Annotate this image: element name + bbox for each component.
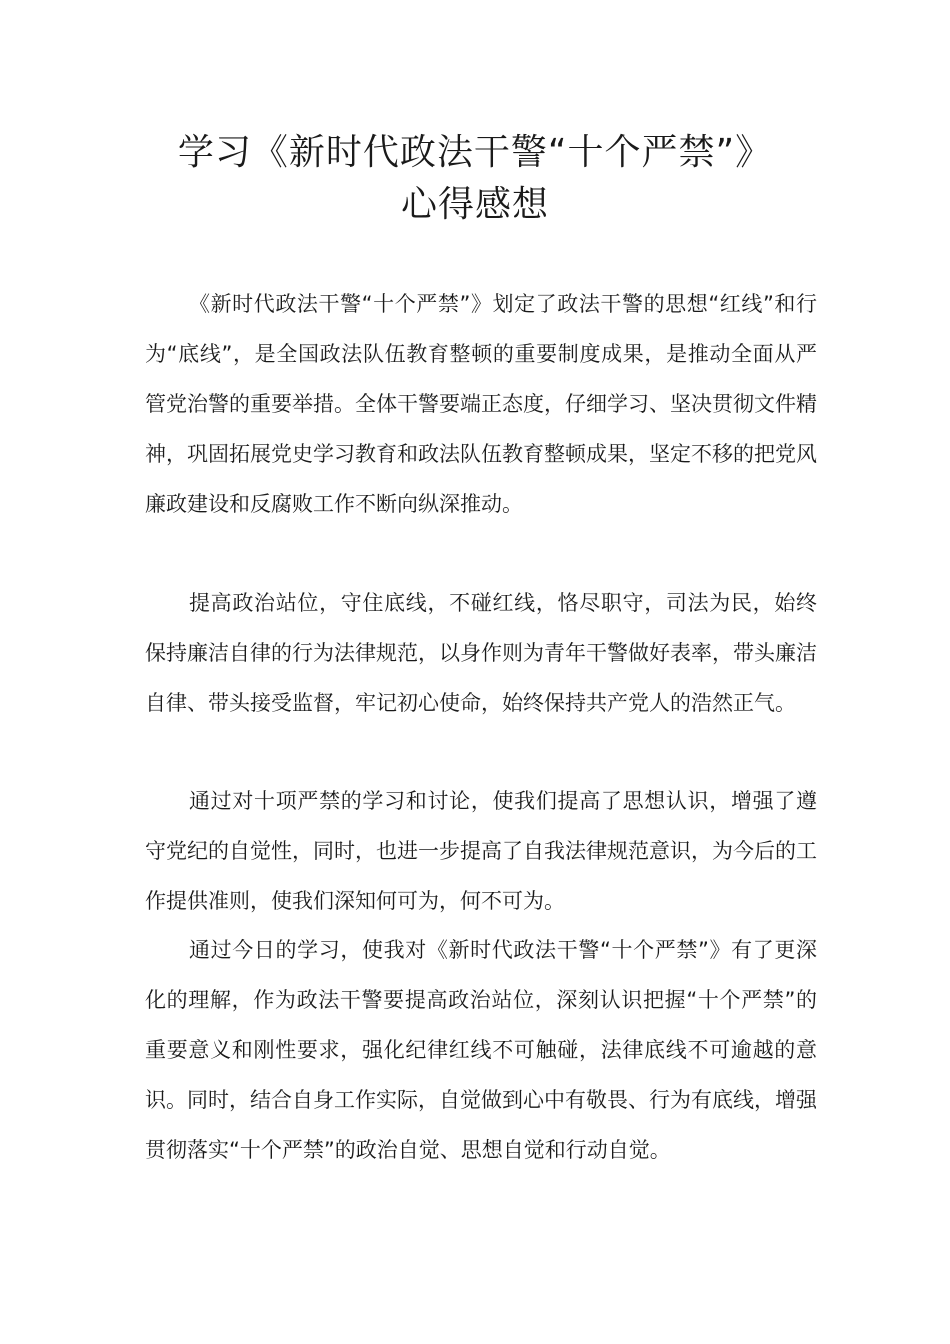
paragraph-2: 提高政治站位，守住底线，不碰红线，恪尽职守，司法为民，始终保持廉洁自律的行为法律规范，以身作则为青年干警做好表率，带头廉洁自律、带头接受监督，牢记初心使命，始终保持共产党人的浩然正气。 bbox=[145, 591, 817, 715]
document-title-line-1: 学习《新时代政法干警“十个严禁”》 bbox=[177, 132, 773, 173]
paragraph-3: 通过对十项严禁的学习和讨论，使我们提高了思想认识，增强了遵守党纪的自觉性，同时，也进一步提高了自我法律规范意识，为今后的工作提供准则，使我们深知何可为，何不可为。 bbox=[145, 789, 817, 913]
document-title-line-2: 心得感想 bbox=[400, 184, 549, 225]
paragraph-1: 《新时代政法干警“十个严禁”》划定了政法干警的思想“红线”和行为“底线”，是全国政法队伍教育整顿的重要制度成果，是推动全面从严管党治警的重要举措。全体干警要端正态度，仔细学习、坚决贯彻文件精神，巩固拓展党史学习教育和政法队伍教育整顿成果，坚定不移的把党风廉政建设和反腐败工作不断向纵深推动。 bbox=[145, 292, 817, 516]
paragraph-4: 通过今日的学习，使我对《新时代政法干警“十个严禁”》有了更深化的理解，作为政法干警要提高政治站位，深刻认识把握“十个严禁”的重要意义和刚性要求，强化纪律红线不可触碰，法律底线不可逾越的意识。同时，结合自身工作实际，自觉做到心中有敬畏、行为有底线，增强贯彻落实“十个严禁”的政治自觉、思想自觉和行动自觉。 bbox=[145, 938, 817, 1162]
